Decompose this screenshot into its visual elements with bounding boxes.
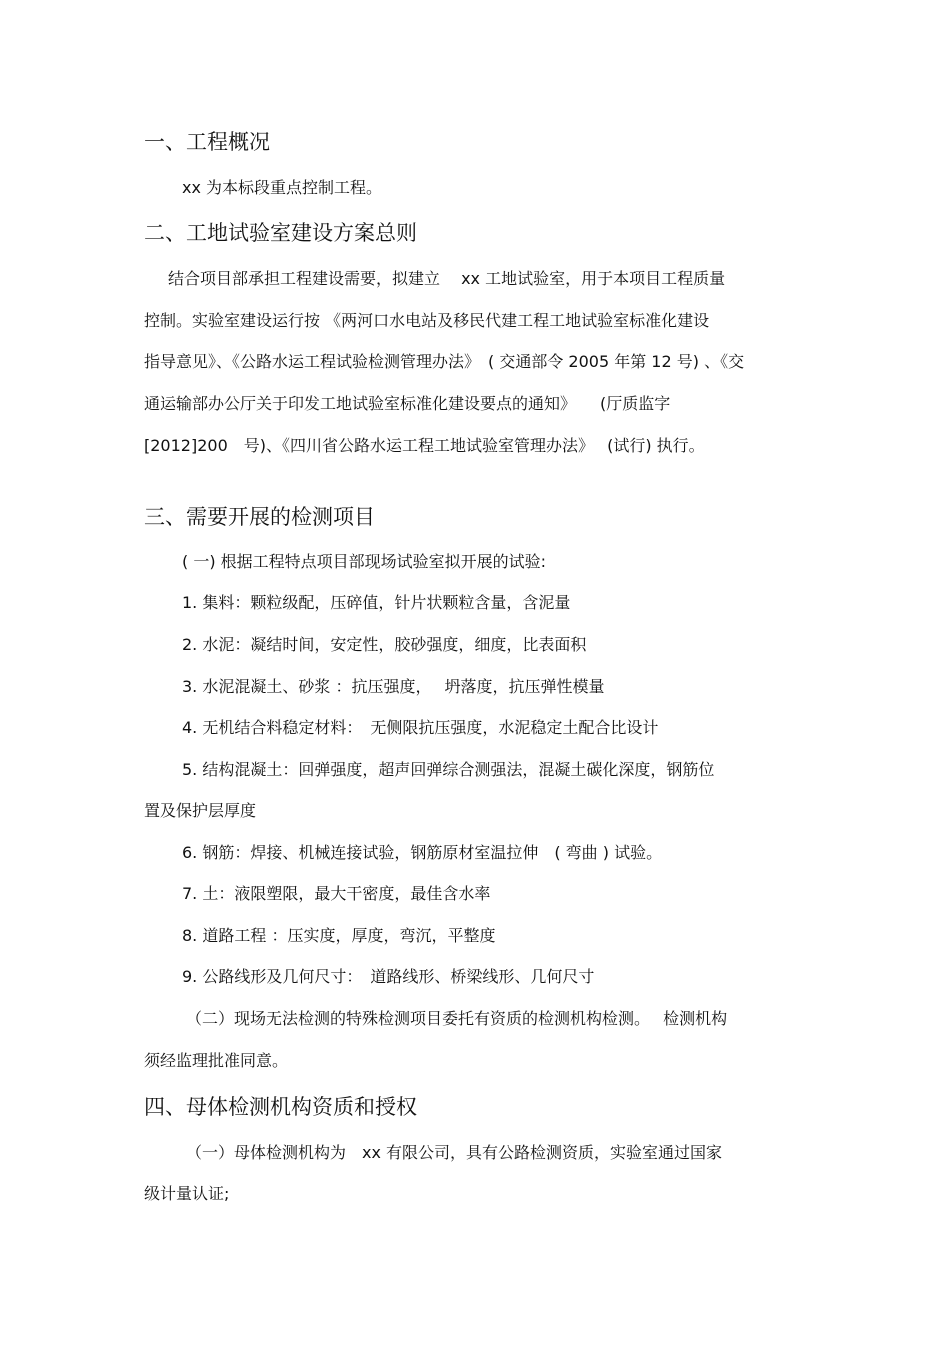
section-heading-3: 三、需要开展的检测项目 xyxy=(144,505,375,529)
section-3-line-3: 2. 水泥：凝结时间，安定性，胶砂强度，细度，比表面积 xyxy=(182,635,587,654)
section-4-line-2: 级计量认证; xyxy=(144,1184,230,1203)
section-3-line-12: （二）现场无法检测的特殊检测项目委托有资质的检测机构检测。 检测机构 xyxy=(186,1009,728,1028)
section-2-line-2: 控制。实验室建设运行按 《两河口水电站及移民代建工程工地试验室标准化建设 xyxy=(144,311,710,330)
section-3-line-9: 7. 土：液限塑限，最大干密度，最佳含水率 xyxy=(182,884,491,903)
section-3-line-8: 6. 钢筋：焊接、机械连接试验，钢筋原材室温拉伸 ( 弯曲 ) 试验。 xyxy=(182,843,663,862)
section-3-line-4: 3. 水泥混凝土、砂浆 ：抗压强度， 坍落度，抗压弹性模量 xyxy=(182,677,605,696)
section-heading-2: 二、工地试验室建设方案总则 xyxy=(144,221,417,245)
section-4-line-1: （一）母体检测机构为 xx 有限公司，具有公路检测资质，实验室通过国家 xyxy=(186,1143,723,1162)
section-1-line-1: xx 为本标段重点控制工程。 xyxy=(182,178,383,197)
section-3-line-13: 须经监理批准同意。 xyxy=(144,1051,289,1070)
section-2-line-4: 通运输部办公厅关于印发工地试验室标准化建设要点的通知》 (厅质监字 xyxy=(144,394,671,413)
section-3-line-2: 1. 集料：颗粒级配，压碎值，针片状颗粒含量，含泥量 xyxy=(182,593,571,612)
section-3-line-5: 4. 无机结合料稳定材料： 无侧限抗压强度，水泥稳定土配合比设计 xyxy=(182,718,659,737)
section-heading-1: 一、工程概况 xyxy=(144,130,270,154)
section-2-line-1: 结合项目部承担工程建设需要，拟建立 xx 工地试验室，用于本项目工程质量 xyxy=(168,269,726,288)
section-heading-4: 四、母体检测机构资质和授权 xyxy=(144,1095,417,1119)
section-3-line-10: 8. 道路工程 ：压实度，厚度，弯沉，平整度 xyxy=(182,926,496,945)
section-2-line-3: 指导意见》、《公路水运工程试验检测管理办法》 ( 交通部令 2005 年第 12 号) 、《交 xyxy=(144,352,745,371)
section-2-line-5: [2012]200 号)、《四川省公路水运工程工地试验室管理办法》 (试行) 执行。 xyxy=(144,436,705,455)
section-3-line-6: 5. 结构混凝土：回弹强度，超声回弹综合测强法，混凝土碳化深度，钢筋位 xyxy=(182,760,715,779)
section-3-line-1: ( 一) 根据工程特点项目部现场试验室拟开展的试验: xyxy=(182,552,547,571)
section-3-line-11: 9. 公路线形及几何尺寸： 道路线形、桥梁线形、几何尺寸 xyxy=(182,967,595,986)
section-3-line-7: 置及保护层厚度 xyxy=(144,801,257,820)
